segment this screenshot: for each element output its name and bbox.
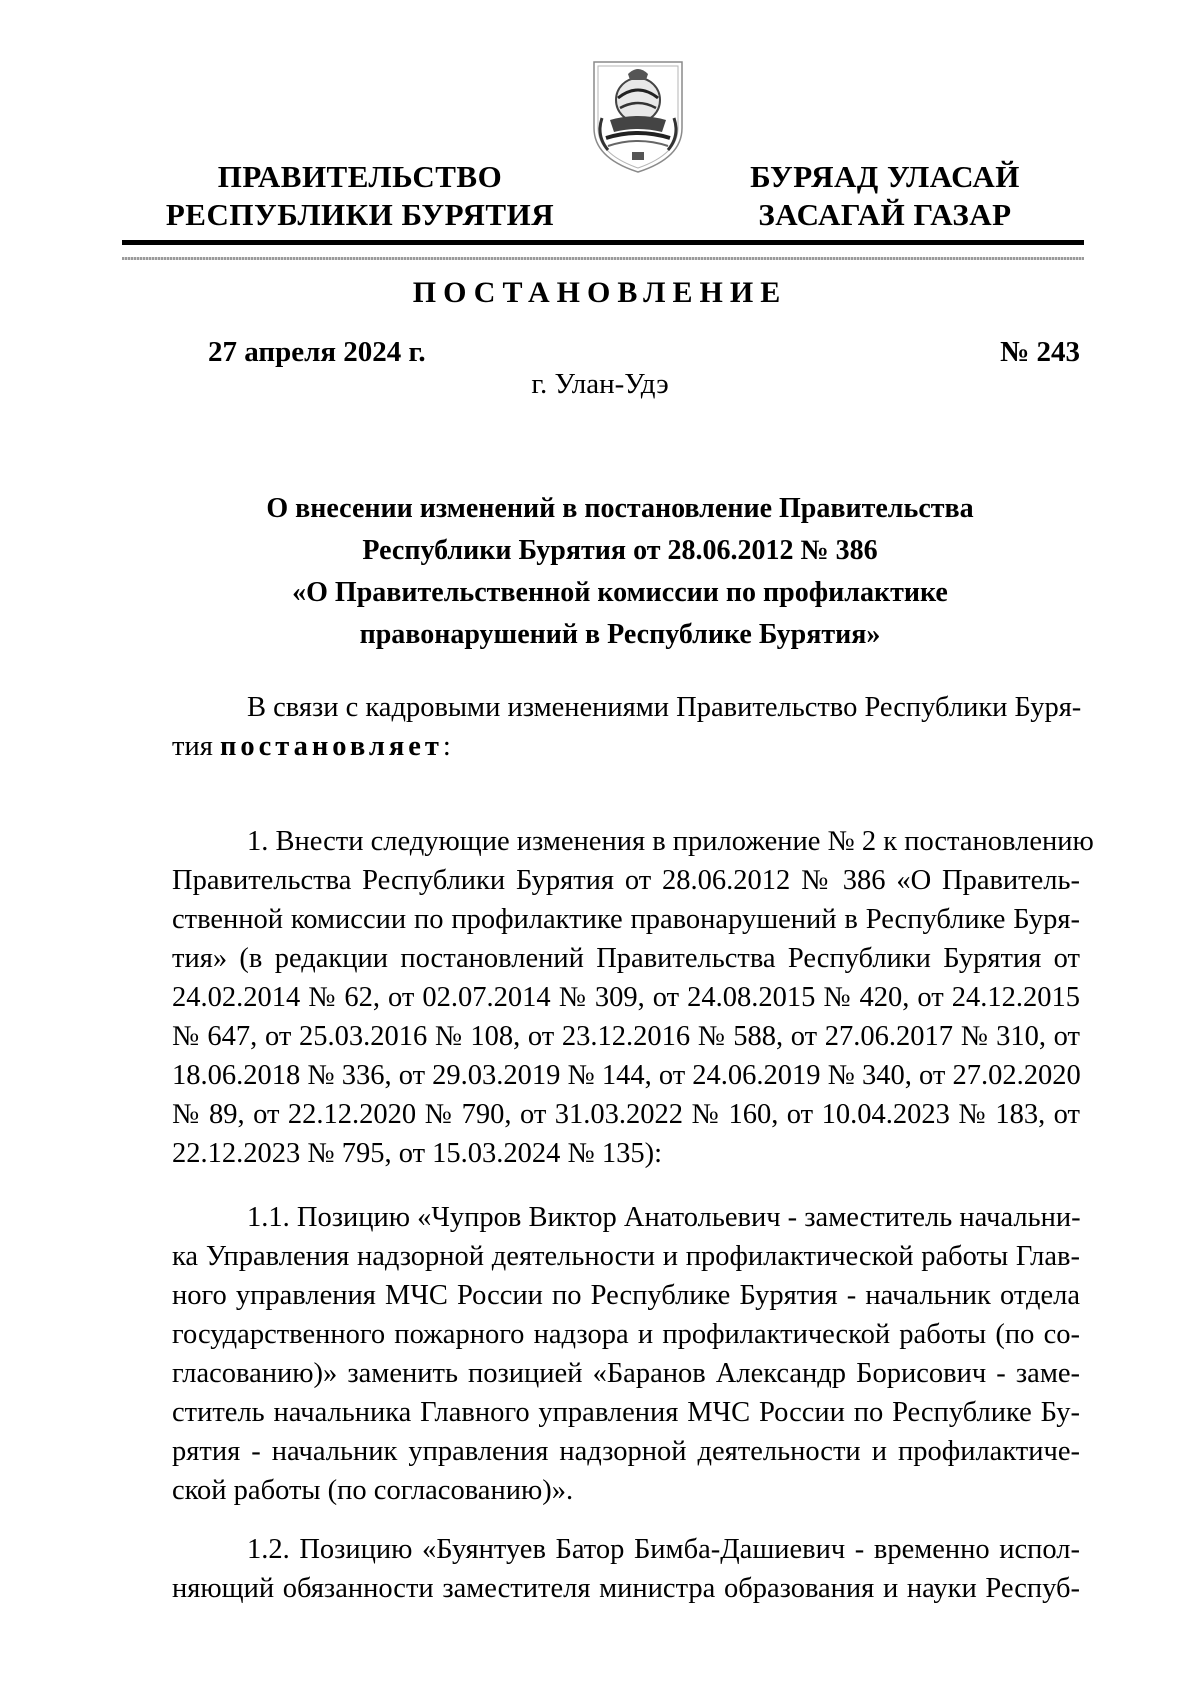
paragraph-line: рятия - начальник управления надзорной деятельности и профилактиче-	[172, 1436, 1080, 1467]
paragraph-line: 1.2. Позицию «Буянтуев Батор Бимба-Дашиевич - временно испол-	[247, 1534, 1080, 1565]
paragraph-line	[172, 727, 1080, 766]
paragraph-line: ственной комиссии по профилактике правонарушений в Республике Буря-	[172, 904, 1080, 935]
paragraph-line: ного управления МЧС России по Республике Бурятия - начальник отдела	[172, 1280, 1080, 1311]
government-name-buryat	[730, 158, 1040, 234]
paragraph-line: 1. Внести следующие изменения в приложение № 2 к постановлению	[247, 826, 1094, 857]
intro-text-prefix: тия	[172, 731, 220, 762]
paragraph-line: № 89, от 22.12.2020 № 790, от 31.03.2022 № 160, от 10.04.2023 № 183, от	[172, 1099, 1080, 1130]
resolves-keyword: постановляет	[219, 731, 443, 762]
paragraph-line: государственного пожарного надзора и профилактической работы (по со-	[172, 1319, 1080, 1350]
title-line: О внесении изменений в постановление Правительства	[266, 493, 974, 524]
paragraph-line: № 647, от 25.03.2016 № 108, от 23.12.2016 № 588, от 27.06.2017 № 310, от	[172, 1021, 1080, 1052]
document-title	[160, 488, 1080, 656]
title-line: «О Правительственной комиссии по профилактике	[292, 577, 948, 608]
paragraph-line: тия» (в редакции постановлений Правительства Республики Бурятия от	[172, 943, 1080, 974]
header-right-line: ЗАСАГАЙ ГАЗАР	[758, 197, 1012, 232]
header-divider-thin	[122, 257, 1084, 260]
paragraph-line: 22.12.2023 № 795, от 15.03.2024 № 135):	[172, 1138, 662, 1169]
title-line: правонарушений в Республике Бурятия»	[359, 619, 881, 650]
header-right-line: БУРЯАД УЛАСАЙ	[750, 159, 1020, 194]
paragraph-1-2	[172, 1530, 1080, 1608]
document-number: № 243	[1000, 336, 1080, 368]
document-city: г. Улан-Удэ	[531, 368, 669, 400]
header-divider-thick	[122, 240, 1084, 245]
paragraph-line: ститель начальника Главного управления МЧС России по Республике Бу-	[172, 1397, 1080, 1428]
paragraph-line: 24.02.2014 № 62, от 02.07.2014 № 309, от 24.08.2015 № 420, от 24.12.2015	[172, 982, 1080, 1013]
document-date: 27 апреля 2024 г.	[208, 336, 426, 368]
republic-of-buryatia-coat-of-arms-icon	[588, 58, 688, 176]
paragraph-1-1	[172, 1198, 1080, 1510]
intro-text-suffix: :	[442, 731, 451, 762]
paragraph-line: гласованию)» заменить позицией «Баранов Александр Борисович - заме-	[172, 1358, 1080, 1389]
paragraph-line: ской работы (по согласованию)».	[172, 1475, 574, 1506]
paragraph-1	[172, 822, 1094, 1173]
title-line: Республики Бурятия от 28.06.2012 № 386	[362, 535, 878, 566]
paragraph-line: 18.06.2018 № 336, от 29.03.2019 № 144, от 24.06.2019 № 340, от 27.02.2020	[172, 1060, 1081, 1091]
intro-paragraph	[172, 688, 1080, 766]
header-left-line: ПРАВИТЕЛЬСТВО	[217, 159, 503, 194]
government-name-russian	[160, 158, 560, 234]
paragraph-line: 1.1. Позицию «Чупров Виктор Анатольевич - заместитель начальни-	[247, 1202, 1081, 1233]
paragraph-line: Правительства Республики Бурятия от 28.06.2012 № 386 «О Правитель-	[172, 865, 1080, 896]
paragraph-line: ка Управления надзорной деятельности и профилактической работы Глав-	[172, 1241, 1080, 1272]
paragraph-line: В связи с кадровыми изменениями Правительство Республики Буря-	[247, 692, 1082, 723]
document-type: ПОСТАНОВЛЕНИЕ	[412, 276, 788, 309]
paragraph-line: няющий обязанности заместителя министра образования и науки Респуб-	[172, 1573, 1080, 1604]
header-left-line: РЕСПУБЛИКИ БУРЯТИЯ	[165, 197, 555, 232]
